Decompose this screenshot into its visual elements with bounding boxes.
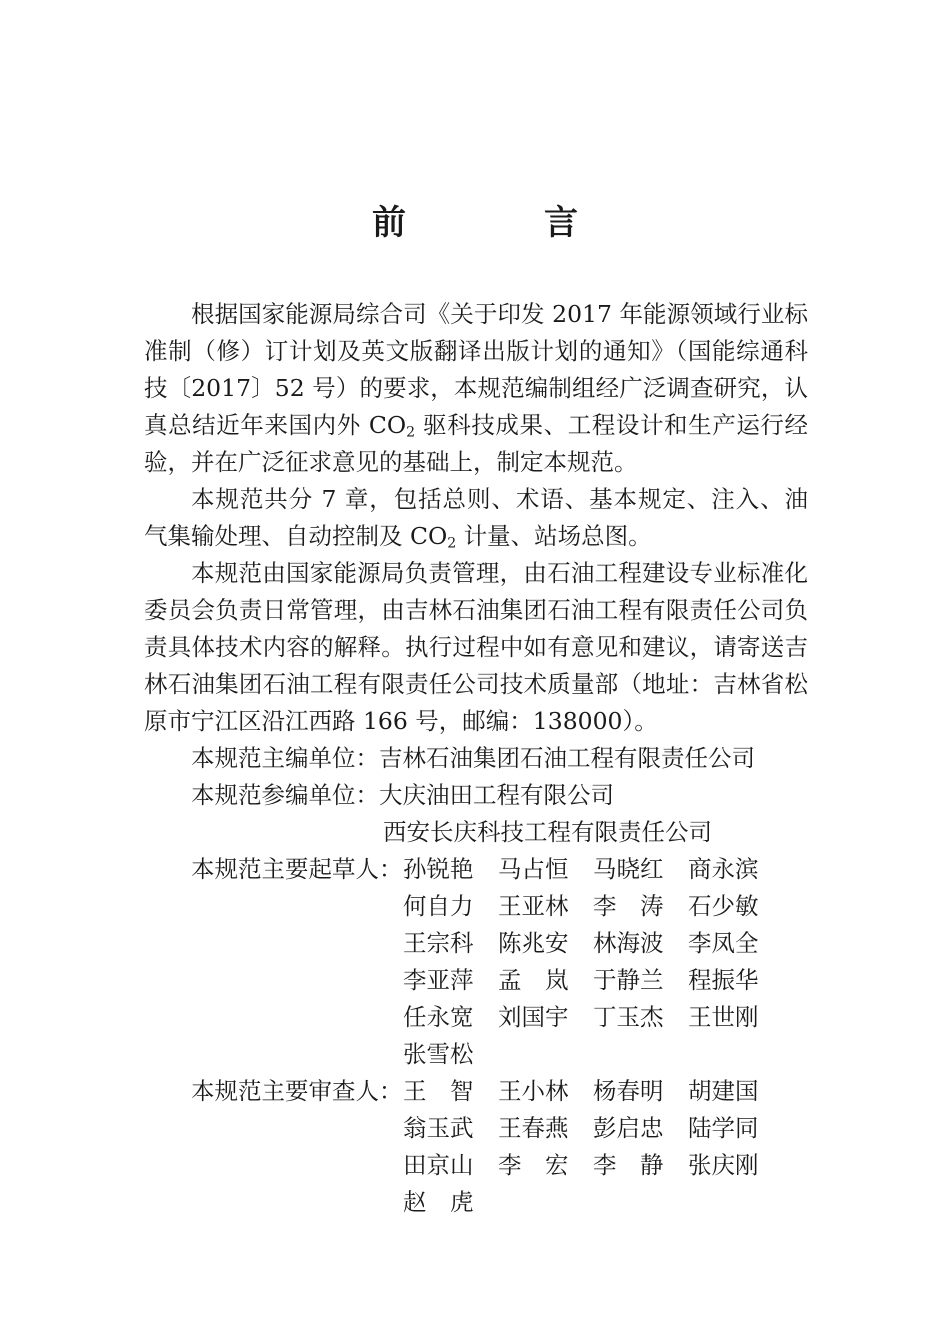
reviewer-name: 胡建国 (688, 1077, 759, 1105)
drafter-name: 李 涛 (593, 892, 664, 920)
drafter-name: 何自力 (403, 892, 474, 920)
paragraph-chapters-text-a: 本规范共分 7 章，包括总则、术语、基本规定、注入、油气集输处理、自动控制及 CO (144, 485, 808, 550)
drafter-name: 程振华 (688, 966, 759, 994)
participating-units-label: 本规范参编单位： (191, 781, 379, 809)
paragraph-chapters-text-b: 计量、站场总图。 (456, 522, 652, 550)
participating-unit-2: 西安长庆科技工程有限责任公司 (383, 818, 712, 846)
reviewers-label: 本规范主要审查人： (191, 1077, 403, 1105)
reviewer-name: 翁玉武 (403, 1114, 474, 1142)
drafter-name: 王宗科 (403, 929, 474, 957)
drafter-name: 刘国宇 (498, 1003, 569, 1031)
drafter-name: 王世刚 (688, 1003, 759, 1031)
drafter-name: 于静兰 (593, 966, 664, 994)
chief-unit-row (144, 740, 808, 777)
participating-unit-1: 大庆油田工程有限公司 (379, 781, 614, 809)
drafters-row (144, 851, 808, 1073)
drafter-name: 林海波 (593, 929, 664, 957)
drafter-name: 王亚林 (498, 892, 569, 920)
drafter-name: 孟 岚 (498, 966, 569, 994)
reviewer-name: 李 静 (593, 1151, 664, 1179)
drafter-name: 马占恒 (498, 855, 569, 883)
drafter-name: 李亚萍 (403, 966, 474, 994)
drafter-name: 石少敏 (688, 892, 759, 920)
reviewer-name: 王小林 (498, 1077, 569, 1105)
drafters-label: 本规范主要起草人： (191, 855, 403, 883)
drafter-name: 陈兆安 (498, 929, 569, 957)
drafter-name: 丁玉杰 (593, 1003, 664, 1031)
paragraph-chapters (144, 481, 808, 555)
drafters-list (403, 851, 783, 1073)
preface-body (144, 296, 808, 1221)
reviewer-name: 张庆刚 (688, 1151, 759, 1179)
drafter-name: 任永宽 (403, 1003, 474, 1031)
paragraph-basis (144, 296, 808, 481)
page-title: 前 言 (372, 203, 630, 243)
participating-units-row-2 (144, 814, 808, 851)
reviewer-name: 王春燕 (498, 1114, 569, 1142)
drafter-name: 商永滨 (688, 855, 759, 883)
reviewer-name: 王 智 (403, 1077, 474, 1105)
reviewer-name: 赵 虎 (403, 1188, 474, 1216)
co2-subscript: 2 (447, 535, 457, 552)
paragraph-basis-text-a: 根据国家能源局综合司《关于印发 2017 年能源领域行业标准制（修）订计划及英文版翻译出版计划的通知》（国能综通科技〔2017〕52 号）的要求，本规范编制组经广泛调查研究，认真总结近年来国内外 CO (144, 300, 808, 439)
drafter-name: 张雪松 (403, 1040, 474, 1068)
drafter-name: 李凤全 (688, 929, 759, 957)
participating-units-row (144, 777, 808, 814)
chief-unit-value: 吉林石油集团石油工程有限责任公司 (379, 744, 755, 772)
chief-unit-label: 本规范主编单位： (191, 744, 379, 772)
paragraph-basis-text-b: 驱科技成果、工程设计和生产运行经验，并在广泛征求意见的基础上，制定本规范。 (144, 411, 808, 476)
co2-subscript: 2 (406, 424, 416, 441)
reviewers-list (403, 1073, 783, 1221)
drafter-name: 马晓红 (593, 855, 664, 883)
reviewers-row (144, 1073, 808, 1221)
reviewer-name: 杨春明 (593, 1077, 664, 1105)
reviewer-name: 李 宏 (498, 1151, 569, 1179)
reviewer-name: 陆学同 (688, 1114, 759, 1142)
paragraph-management: 本规范由国家能源局负责管理，由石油工程建设专业标准化委员会负责日常管理，由吉林石油集团石油工程有限责任公司负责具体技术内容的解释。执行过程中如有意见和建议，请寄送吉林石油集团石油工程有限责任公司技术质量部（地址：吉林省松原市宁江区沿江西路 166 号，邮编：138000）。 (144, 559, 808, 735)
reviewer-name: 田京山 (403, 1151, 474, 1179)
reviewer-name: 彭启忠 (593, 1114, 664, 1142)
drafter-name: 孙锐艳 (403, 855, 474, 883)
